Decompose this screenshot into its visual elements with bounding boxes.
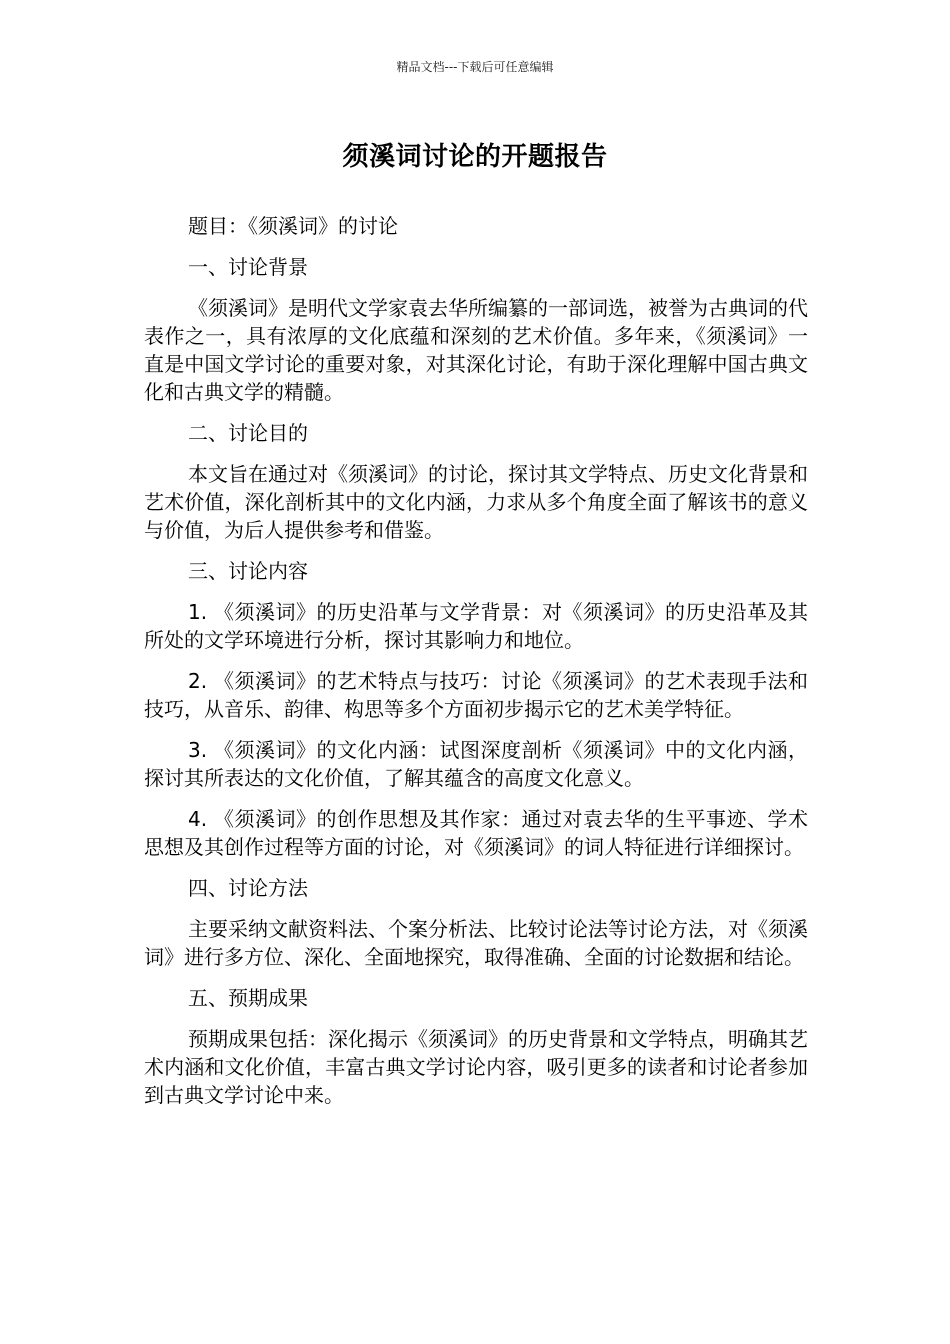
content-item-2: 2. 《须溪词》的艺术特点与技巧：讨论《须溪词》的艺术表现手法和技巧，从音乐、韵律、构思等多个方面初步揭示它的艺术美学特征。 xyxy=(144,669,808,721)
section-paragraph-background: 《须溪词》是明代文学家袁去华所编纂的一部词选，被誉为古典词的代表作之一，具有浓厚的文化底蕴和深刻的艺术价值。多年来，《须溪词》一直是中国文学讨论的重要对象，对其深化讨论，有助于深化理解中国古典文化和古典文学的精髓。 xyxy=(144,296,808,404)
section-heading-outcome: 五、预期成果 xyxy=(188,986,308,1010)
section-paragraph-method: 主要采纳文献资料法、个案分析法、比较讨论法等讨论方法，对《须溪词》进行多方位、深化、全面地探究，取得准确、全面的讨论数据和结论。 xyxy=(144,917,808,969)
document-body xyxy=(144,212,808,1122)
header-note: 精品文档---下载后可任意编辑 xyxy=(396,60,554,74)
topic-line: 题目：《须溪词》的讨论 xyxy=(188,214,398,238)
content-item-1: 1. 《须溪词》的历史沿革与文学背景：对《须溪词》的历史沿革及其所处的文学环境进行分析，探讨其影响力和地位。 xyxy=(144,600,808,652)
section-heading-background: 一、讨论背景 xyxy=(188,255,308,279)
content-item-3: 3. 《须溪词》的文化内涵：试图深度剖析《须溪词》中的文化内涵，探讨其所表达的文化价值，了解其蕴含的高度文化意义。 xyxy=(144,738,808,790)
section-heading-method: 四、讨论方法 xyxy=(188,876,308,900)
section-heading-content: 三、讨论内容 xyxy=(188,559,308,583)
content-item-4: 4. 《须溪词》的创作思想及其作家：通过对袁去华的生平事迹、学术思想及其创作过程等方面的讨论，对《须溪词》的词人特征进行详细探讨。 xyxy=(144,807,808,859)
section-paragraph-outcome: 预期成果包括：深化揭示《须溪词》的历史背景和文学特点，明确其艺术内涵和文化价值，丰富古典文学讨论内容，吸引更多的读者和讨论者参加到古典文学讨论中来。 xyxy=(144,1027,808,1107)
document-title: 须溪词讨论的开题报告 xyxy=(342,142,608,172)
section-paragraph-purpose: 本文旨在通过对《须溪词》的讨论，探讨其文学特点、历史文化背景和艺术价值，深化剖析其中的文化内涵，力求从多个角度全面了解该书的意义与价值，为后人提供参考和借鉴。 xyxy=(144,462,808,542)
section-heading-purpose: 二、讨论目的 xyxy=(188,421,308,445)
